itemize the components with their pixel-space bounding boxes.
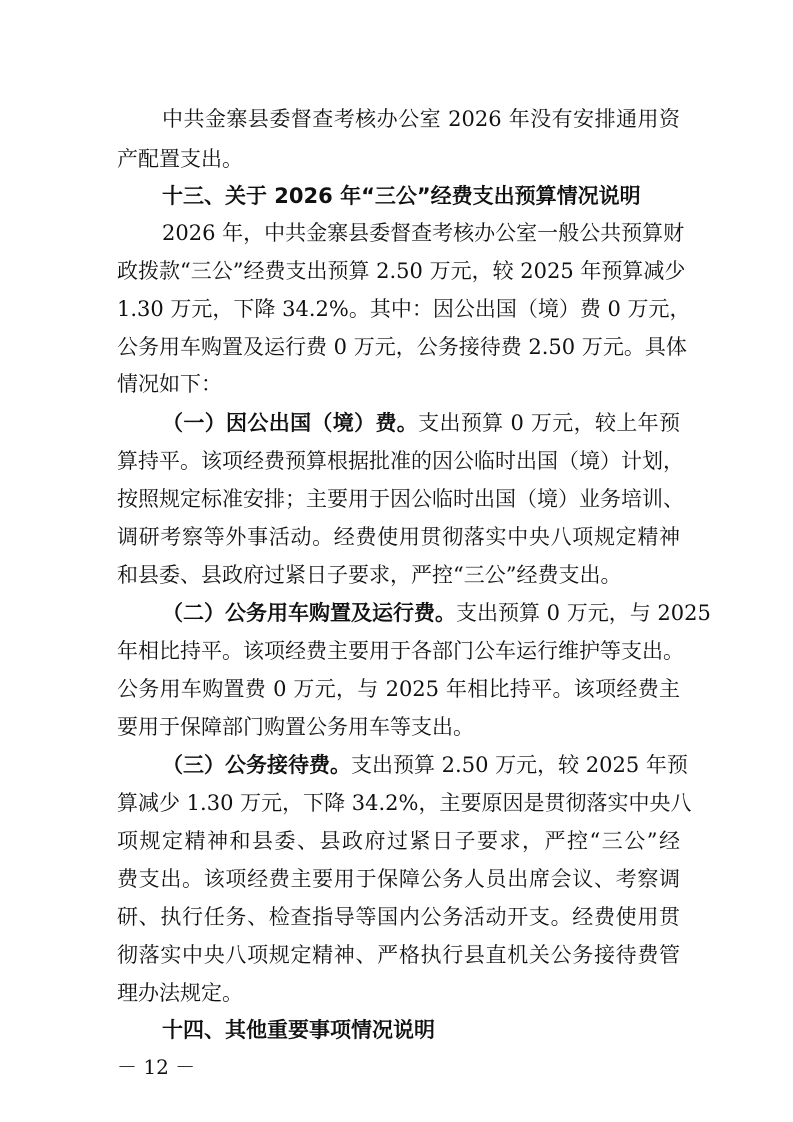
page-number: － 12 － — [117, 1055, 196, 1079]
paragraph-line: 公务用车购置费 0 万元，与 2025 年相比持平。该项经费主 — [117, 677, 680, 701]
paragraph-text: 支出预算 2.50 万元，较 2025 年预 — [351, 753, 688, 777]
paragraph-line: 1.30 万元，下降 34.2%。其中：因公出国（境）费 0 万元， — [117, 297, 691, 321]
paragraph-line: 政拨款“三公”经费支出预算 2.50 万元，较 2025 年预算减少 — [117, 259, 686, 283]
paragraph-line: 中共金寨县委督查考核办公室 2026 年没有安排通用资 — [162, 107, 680, 131]
paragraph-line: 算减少 1.30 万元，下降 34.2%，主要原因是贯彻落实中央八 — [117, 791, 692, 815]
paragraph-text: 支出预算 0 万元，较上年预 — [418, 411, 680, 435]
paragraph-line: 研、执行任务、检查指导等国内公务活动开支。经费使用贯 — [117, 905, 680, 929]
paragraph-line: 调研考察等外事活动。经费使用贯彻落实中央八项规定精神 — [117, 525, 680, 549]
paragraph-line: 产配置支出。 — [117, 147, 243, 171]
subheading-official-vehicles: （二）公务用车购置及运行费。 — [162, 601, 456, 625]
subheading-official-reception: （三）公务接待费。 — [162, 753, 351, 777]
paragraph-line: 2026 年，中共金寨县委督查考核办公室一般公共预算财 — [162, 221, 685, 245]
paragraph-text: 支出预算 0 万元，与 2025 — [456, 601, 711, 625]
section-heading-14: 十四、其他重要事项情况说明 — [162, 1018, 435, 1042]
paragraph-line: 项规定精神和县委、县政府过紧日子要求，严控“三公”经 — [117, 829, 680, 853]
paragraph-line: 彻落实中央八项规定精神、严格执行县直机关公务接待费管 — [117, 943, 680, 967]
section-heading-13: 十三、关于 2026 年“三公”经费支出预算情况说明 — [162, 184, 641, 208]
paragraph-line: 和县委、县政府过紧日子要求，严控“三公”经费支出。 — [117, 563, 622, 587]
paragraph-line: 年相比持平。该项经费主要用于各部门公车运行维护等支出。 — [117, 639, 684, 663]
paragraph-line: 费支出。该项经费主要用于保障公务人员出席会议、考察调 — [117, 867, 680, 891]
paragraph-line — [162, 747, 688, 783]
paragraph-line: 理办法规定。 — [117, 981, 243, 1005]
paragraph-line — [162, 595, 711, 631]
paragraph-line: 公务用车购置及运行费 0 万元，公务接待费 2.50 万元。具体 — [117, 335, 687, 359]
paragraph-line: 算持平。该项经费预算根据批准的因公临时出国（境）计划， — [117, 449, 684, 473]
paragraph-line: 情况如下： — [117, 372, 222, 396]
subheading-overseas-travel: （一）因公出国（境）费。 — [162, 411, 419, 435]
paragraph-line — [162, 405, 680, 441]
paragraph-line: 要用于保障部门购置公务用车等支出。 — [117, 715, 474, 739]
paragraph-line: 按照规定标准安排；主要用于因公临时出国（境）业务培训、 — [117, 487, 684, 511]
